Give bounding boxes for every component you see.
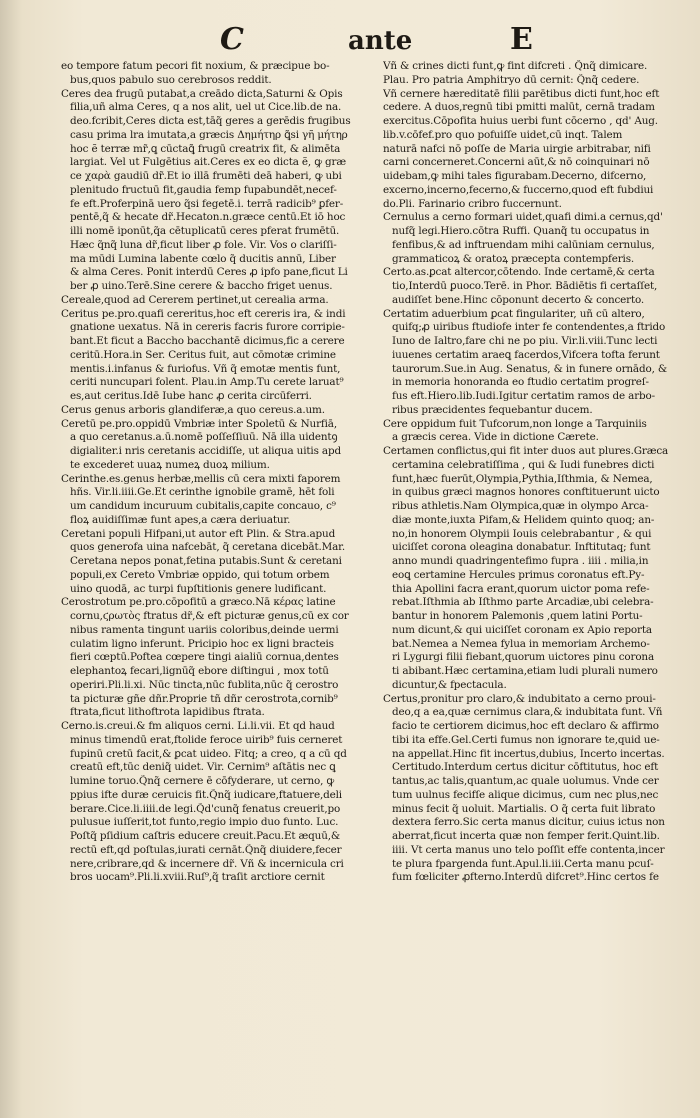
text-line: rebat.Iſthmia ab Iſthmo parte Arcadiæ,ubi celebra-	[392, 596, 654, 609]
text-line: tantus,ac talis,quantum,ac quale uolumus. Vnde cer	[392, 775, 659, 787]
text-line: a græcis cerea. Vide in dictione Cærete.	[392, 431, 599, 444]
text-line: fus eft.Hiero.lib.Iudi.Igitur certatim ramos de arbo-	[392, 390, 656, 402]
text-line: ma mūdi Lumina labente cœlo q̃ ducitis annū, Liber	[70, 252, 336, 265]
entry-headword-line: Certus,pronitur pro claro,& indubitato a cerno proui-	[383, 692, 656, 705]
text-line: quifq;ꝓ uiribus ftudiofe inter fe contendentes,a ftrido	[392, 321, 666, 334]
text-line: in quibus græci magnos honores conftituerunt uicto	[392, 486, 660, 499]
text-line: Iuno de Ialtro,fare chi ne po piu. Vir.li.viii.Tunc lecti	[392, 335, 658, 347]
text-line: & alma Ceres. Ponit̃ interdū Ceres ꝓ ipfo pane,ficut Li	[70, 266, 348, 279]
text-line: tio,Interdū ꝑuoco.Terē. in Phor. Bādiētis fi certaſſet,	[392, 280, 658, 292]
text-line: certamina celebratiſſima , qui & Iudi funebres dicti	[392, 458, 655, 471]
text-line: ce χαρὰ gaudiū dr̃.Et io illā frumēti deā haberi, ꝙ ubi	[70, 170, 342, 182]
text-line: gnatione uexatus. Nā in cereris facris furore corripie-	[70, 321, 345, 334]
entry-headword-line: excerno,incerno,fecerno,& fuccerno,quod eft fubdiui	[383, 183, 654, 196]
text-line: operiri.Pli.li.xi. Nūc tincta,nūc fublita,nūc q̃ cerostro	[70, 678, 339, 691]
running-head-left-letter: C	[220, 22, 244, 57]
entry-headword-line: Ceres dea frugū putabat̃,a creādo dicta,Saturni & Opis	[61, 87, 343, 100]
text-line: uiciſſet corona oleagina donabatur. Inftitutaq; funt	[392, 541, 651, 554]
text-line: dicuntur,& fpectacula.	[392, 678, 507, 691]
text-line: illi nomē iponūt,q̃a cētuplicatū ceres pferat frumētū.	[70, 225, 340, 237]
entry-headword-line: Vñ & crines dicti funt,ꝙ fint difcreti . Q̃nq̃ dimicare.	[383, 60, 648, 72]
right-text-column	[383, 60, 687, 1100]
entry-headword-line: Cernulus a cerno formari uidet̃,quafi dimi.a cernus,qd'	[383, 211, 663, 224]
entry-headword-line: Certatim aduerbium ꝑcat fingulariter, uñ cū altero,	[383, 307, 645, 320]
text-line: minus timendū erat,ftolide feroce uirib⁹ fuis cerneret	[70, 733, 343, 746]
text-line: taurorum.Sue.in Aug. Senatus, & in funere ornādo, &	[392, 362, 667, 375]
text-line: culatim ligno inferunt̃. Pricipio hoc ex ligni bracteis	[70, 637, 334, 650]
entry-headword-line: eo tempore fatum pecori fit noxium, & præcipue bo-	[61, 60, 330, 72]
entry-headword-line: exercitus.Cōpofita huius uerbi funt cōcerno , qd' Aug.	[383, 115, 658, 127]
text-line: thia Apollini facra erant,quorum uictor poma refe-	[392, 582, 650, 595]
text-line: na appellat̃.Hinc fit incertus,dubius, Incerto incertas.	[392, 747, 665, 760]
text-line: elephantoꝝ fecari,lignūq̃ ebore diſtingui , mox totū	[70, 665, 329, 677]
entry-headword-line: Ceretani populi Hifpani,ut autor eft Plin. & Stra.apud	[61, 527, 336, 540]
text-line: anno mundi quadringentefimo fupra . iiii . milia,in	[392, 555, 649, 567]
text-line: audiſſet bene.Hinc cōponunt̃ decerto & concerto.	[392, 293, 645, 306]
text-line: hñs. Vir.li.iiii.Ge.Et cerinthe ignobile gramē, hēt foli	[70, 486, 335, 499]
entry-headword-line: do.Pli. Farinario cribro fuccernunt.	[383, 197, 562, 210]
text-line: nibus ramenta tingunt̃ uariis coloribus,deinde uermi	[70, 623, 339, 636]
entry-headword-line: Cerus genus arboris glandiferæ,a quo cereus.a.um.	[61, 403, 325, 416]
text-line: eoꝗ certamine Hercules primus coronatus eft.Py-	[392, 568, 645, 581]
text-line: aberrat,ficut incerta quæ non femper ferit.Quint.lib.	[392, 830, 660, 842]
text-line: pentē,q̃ & hecate dr̃.Hecaton.n.græce centū.Et iō hoc	[70, 211, 346, 224]
text-line: plenitudo fructuū fit,gaudia femp fupabundēt,necef-	[70, 183, 337, 196]
entry-headword-line: Ceritus pe.pro.quafi cereritus,hoc eft cereris ira, & indi	[61, 307, 346, 320]
text-line: quos generofa uina nafcebāt, q̃ ceretana dicebāt.Mar.	[70, 541, 346, 554]
text-line: iiii. Vt certa manus uno telo poſſit effe contenta,incer	[392, 843, 665, 856]
text-line: ceriti nuncupari folent. Plau.in Amp.Tu cerete laruat⁹	[70, 376, 344, 389]
text-line: ribus athletis.Nam Olympica,quæ in olympo Arca-	[392, 500, 649, 512]
entry-headword-line: Plau. Pro patria Amphitryo dū cernit: Q̃nq̃ cedere.	[383, 73, 640, 86]
entry-headword-line: carni concerneret̃.Concerni aūt,& nō coinquinari nō	[383, 156, 650, 169]
text-line: te excederet uuaꝝ numeꝝ duoꝝ milium.	[70, 458, 270, 471]
text-line: hoc ẽ terræ mr̃,ꝗ cūctaꝗ̃ frugū creatrix fit, & alimēta	[70, 142, 341, 155]
text-line: uino quodā, ac turpi fupſtitionis genere ludificant.	[70, 582, 327, 595]
text-line: ber ꝓ uino.Terē.Sine cerere & baccho friget uenus.	[70, 280, 333, 292]
text-line: filia,uñ alma Ceres, q a nos alit, uel ut Cice.lib.de na.	[70, 101, 342, 114]
entry-headword-line: lib.v.cōfef.pro quo pofuiſſe uidet̃,cū inqt. Talem	[383, 128, 623, 141]
text-line: ceritū.Hora.in Ser. Ceritus fuit, aut cōmotæ crimine	[70, 348, 336, 361]
gutter-shadow	[0, 0, 22, 1118]
entry-headword-line: uidebam,ꝙ mihi tales figurabam.Decerno, difcerno,	[383, 170, 647, 182]
running-head	[0, 22, 700, 58]
text-line: cornu,ϛρωτὸς ftratus dr̃,& eft picturæ genus,cū ex cor	[70, 610, 349, 622]
text-line: ta picturæ gñe dñr.Proprie tñ dñr cerostrota,cornib⁹	[70, 692, 338, 705]
entry-headword-line: Cereale,quod ad Cererem pertinet,ut cerealia arma.	[61, 293, 329, 306]
text-line: facio te certiorem dicimus,hoc eft declaro & affirmo	[392, 720, 659, 732]
text-line: lumine toruo.Q̃nq̃ cernere ē cōfyderare, ut cerno, ꝙ	[70, 775, 335, 787]
text-line: floꝝ auidiſſimæ funt apes,a cæra deriuatur.	[70, 513, 291, 526]
text-line: casu prima lra imutata,a græcis Δημήτηρ ꝗ̃si γῆ μήτηρ	[70, 128, 348, 141]
text-line: Certitudo.Interdum certus dicitur cōftitutus, hoc eft	[392, 761, 659, 774]
text-line: bus,quos pabulo suo cerebrosos reddit.	[70, 73, 272, 86]
running-head-right-letter: E	[510, 22, 533, 57]
text-line: ti abibant.Hæc certamina,etiam ludi plurali numero	[392, 665, 658, 677]
text-line: nufq̃ legi.Hiero.cōtra Ruffi. Quanq̃ tu occupatus in	[392, 225, 650, 237]
text-line: deo,q a ea,quæ cernimus clara,& indubitata funt. Vñ	[392, 706, 663, 719]
text-line: minus fecit q̃ uoluit. Martialis. O q̃ certa fuit librato	[392, 802, 656, 815]
entry-headword-line: Cerinthe.es.genus herbæ,mellis cū cera mixti faporem	[61, 472, 341, 485]
text-line: Ceretana nepos ponat,fetina putabis.Sunt & ceretani	[70, 555, 342, 567]
left-text-column	[61, 60, 373, 1100]
text-line: bros uocam⁹.Pli.li.xviii.Ruſ⁹,q̃ traſit arctiore cernit̃	[70, 871, 325, 884]
text-line: iuuenes certatim araeꝗ facerdos,Vifcera tofta ferunt	[392, 348, 660, 361]
text-line: um candidum incuruum cubitalis,capite concauo, c⁹	[70, 500, 336, 512]
text-line: fupinū cretū facit,& ꝑcat uideo. Fitq; a creo, q a cū qd	[70, 747, 347, 760]
text-line: te plura fpargenda funt.Apul.li.iii.Certa manu pcuſ-	[392, 857, 654, 870]
entry-headword-line: Cerostrotum pe.pro.cōpofitū a græco.Nā κέρας latine	[61, 596, 336, 609]
entry-headword-line: cedere. A duos,regnū tibi pmitti malūt, cernā tradam	[383, 101, 655, 114]
running-head-word: ante	[348, 26, 413, 56]
entry-headword-line: Ceretū pe.pro.oppidū Vmbriæ inter Spoletū & Nurfiā,	[61, 417, 337, 430]
text-line: populi,ex Cereto Vmbriæ oppido, qui totum orbem	[70, 568, 330, 581]
text-line: ppius ifte duræ ceruicis fit.Q̃nq̃ iudicare,ftatuere,deli	[70, 788, 342, 801]
text-line: largiat̃. Vel ut Fulgētius ait.Ceres ex eo dicta ẽ, ꝙ græ	[70, 156, 346, 169]
text-line: funt,hæc fuerūt,Olympia,Pythia,Iſthmia, & Nemea,	[392, 472, 653, 485]
text-line: tibi ita effe.Gel.Certi fumus non ignorare te,quid ue-	[392, 733, 660, 746]
text-line: rectū eft,qd̃ poſtulas,iurati cernāt.Q̃nq̃ diuidere,fecer	[70, 843, 342, 856]
text-line: bantur in honorem Palemonis ,quem latini Portu-	[392, 610, 643, 622]
text-line: pulusue iuſſerit,tot funto,regio impio duo funto. Luc.	[70, 816, 339, 829]
text-line: fum fœliciter ꝓfterno.Interdū difcret⁹.Hinc certos fe	[392, 871, 659, 884]
text-line: ri Lygurgi filii fiebant,quorum uictores pinu corona	[392, 651, 655, 664]
text-line: deo.fcribit,Ceres dicta est,tāq̃ geres a gerēdis frugibus	[70, 115, 351, 127]
text-line: a quo ceretanus.a.ū.nomē poſſeſſiuū. Nā illa uidentꝯ	[70, 431, 338, 444]
text-line: bant̃.Et ficut a Baccho bacchantē dicimus,fic a cerere	[70, 335, 345, 347]
text-line: in memoria honoranda eo ftudio certatim progreſ-	[392, 376, 649, 389]
entry-headword-line: Certo.as.ꝑcat altercor,cōtendo. Inde certamē,& certa	[383, 266, 655, 279]
text-line: Poſtq̃ pſidium caſtris educere creuit.Pacu.Et æquū,&	[70, 830, 341, 842]
entry-headword-line: Cerno.is.creui.& fm aliquos cerni. Li.li.vii. Et qd̃ haud	[61, 720, 335, 732]
text-line: ftrata,ficut lithoftrota lapidibus ftrata.	[70, 706, 265, 719]
text-line: dextera ferro.Sic certa manus dicitur, cuius ictus non	[392, 816, 665, 829]
text-line: grammaticoꝝ & oratoꝝ præcepta contempferis.	[392, 252, 635, 265]
text-line: fieri cœptū.Poftea cœpere tingi aialiū cornua,dentes	[70, 651, 339, 664]
text-line: fenfibus,& ad inftruendam mihi calūniam cernulus,	[392, 238, 655, 251]
text-line: bat.Nemea a Nemea fylua in memoriam Archemo-	[392, 637, 650, 650]
entry-headword-line: Cere oppidum fuit Tufcorum,non longe a Tarquiniis	[383, 417, 647, 430]
entry-headword-line: Vñ cernere hæreditatē filii parētibus dicti funt,hoc eft	[383, 87, 660, 100]
text-line: num dicunt,& qui uiciſſet coronam ex Apio reporta	[392, 623, 652, 636]
text-line: nere,cribrare,qd̃ & incernere dr̃. Vñ & incernicula cri	[70, 857, 344, 870]
text-line: es,aut ceritus.Idē Iube hanc ꝓ cerita circūferri.	[70, 390, 312, 402]
entry-headword-line: naturā nafci nō poſſe de Maria uirgie arbitrabar, nifi	[383, 142, 651, 155]
text-line: no,in honorem Olympii Iouis celebrabantur , & qui	[392, 527, 652, 540]
text-line: mentis.i.infanus & furiofus. Vñ q̃ emotæ mentis funt,	[70, 362, 341, 375]
text-line: fe eft.Proferpinā uero q̃si fegetē.i. terrā radicib⁹ ꝑfer-	[70, 197, 344, 210]
text-line: tum uulnus fecifſe alique dicimus, cum nec plus,nec	[392, 788, 659, 801]
text-line: Hæc q̃nq̃ luna dr̃,ficut liber ꝓ fole. Vir. Vos o clariſſi-	[70, 238, 337, 251]
entry-headword-line: Certamen conflictus,qui fit inter duos aut plures.Græca	[383, 445, 669, 457]
text-line: creatū eft,tūc deniq̃ uidet̃. Vir. Cernim⁹ aſtātis nec ꝗ	[70, 761, 336, 774]
text-line: diæ monte,iuxta Pifam,& Helidem quinto quoq; an-	[392, 513, 655, 526]
text-line: berare.Cice.li.iiii.de legi.Q̃d'cunq̃ fenatus creuerit,po	[70, 802, 341, 815]
text-line: ribus præcidentes fequebantur ducem.	[392, 403, 593, 416]
text-line: digialiter.i nris ceretanis accidiſſe, ut aliqua uitis apd	[70, 445, 341, 457]
